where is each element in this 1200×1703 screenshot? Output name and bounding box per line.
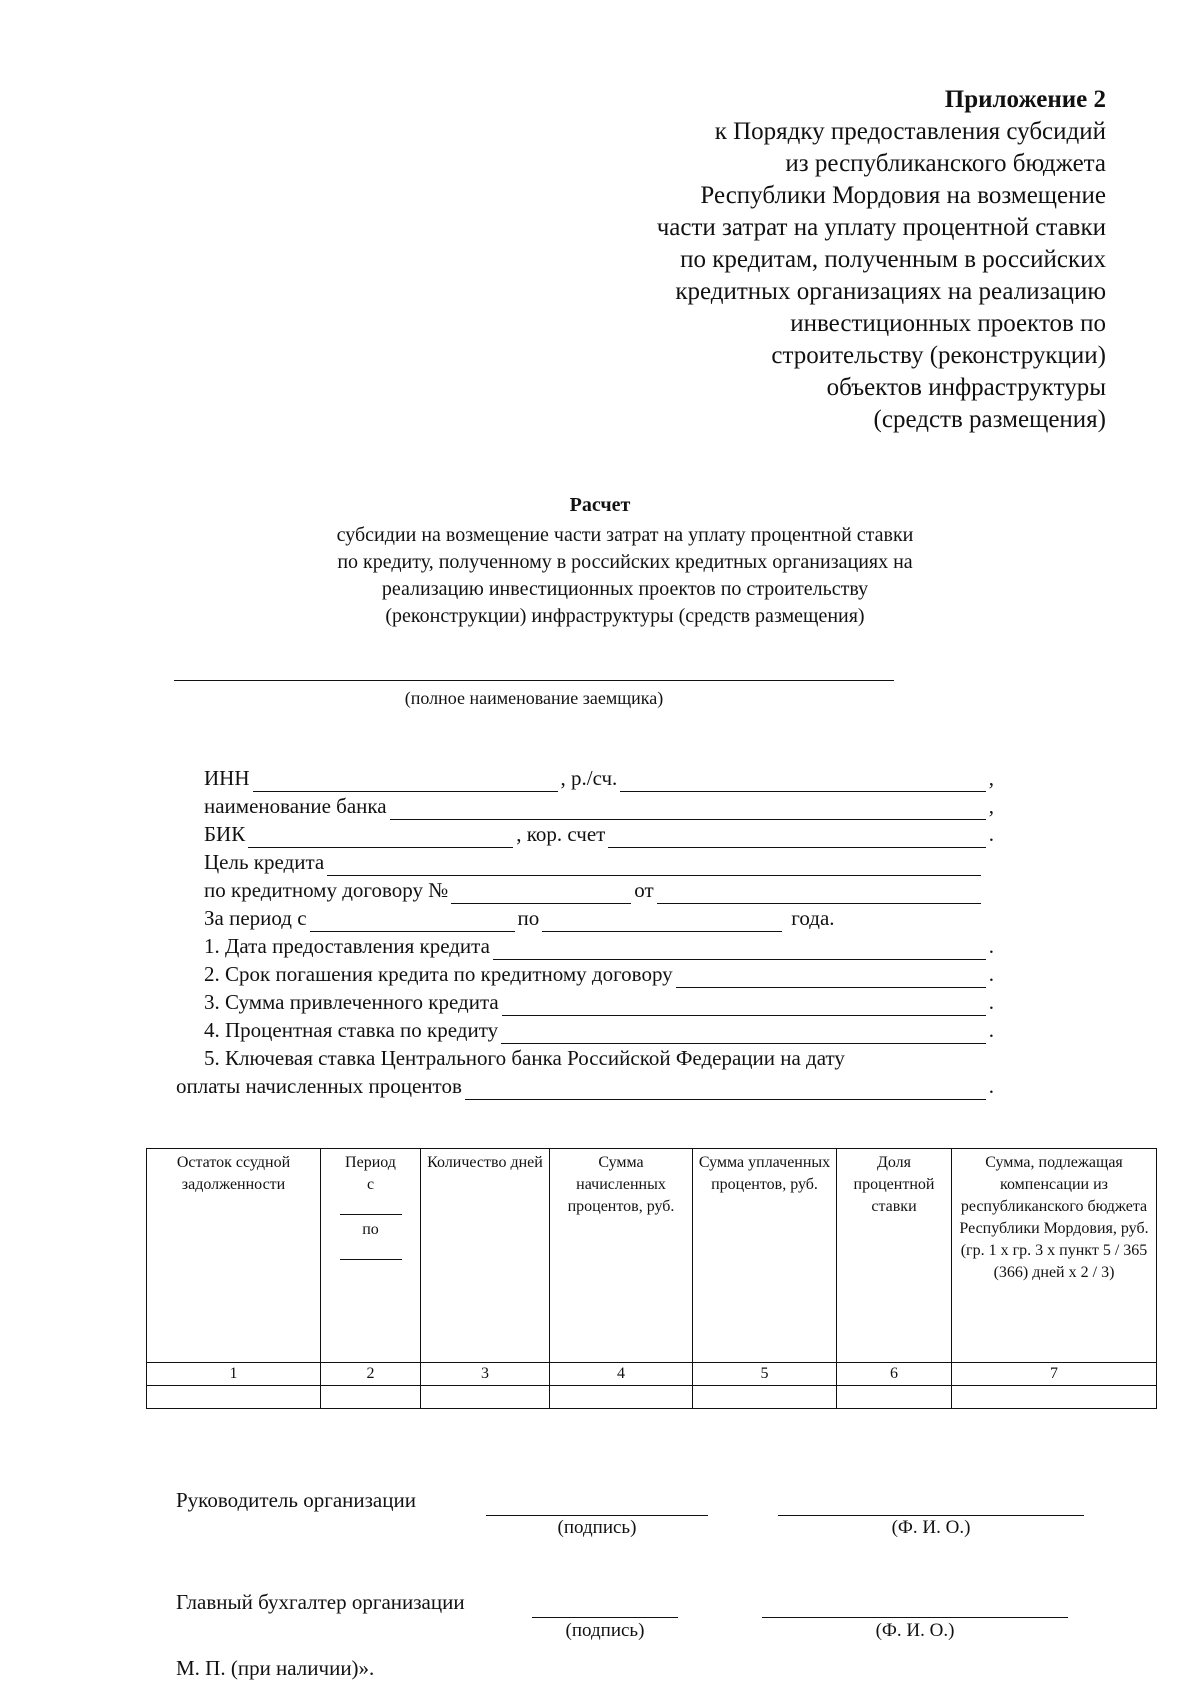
appendix-line: Республики Мордовия на возмещение	[700, 182, 1106, 209]
col-number: 6	[837, 1363, 952, 1386]
appendix-line: строительству (реконструкции)	[771, 342, 1106, 369]
accountant-label: Главный бухгалтер организации	[176, 1590, 465, 1614]
col-header-accrued: Сумма начисленных процентов, руб.	[550, 1149, 693, 1363]
period-from-field[interactable]	[310, 911, 515, 932]
col-header-debt: Остаток ссудной задолженности	[147, 1149, 321, 1363]
appendix-line: кредитных организациях на реализацию	[675, 278, 1106, 305]
col-number: 5	[693, 1363, 837, 1386]
table-numbers-row	[147, 1363, 1157, 1386]
stamp-label: М. П. (при наличии)».	[176, 1656, 375, 1680]
period-header-label: Период	[345, 1154, 396, 1171]
appendix-line: части затрат на уплату процентной ставки	[656, 214, 1106, 241]
table-cell[interactable]	[550, 1386, 693, 1409]
subtitle-line: (реконструкции) инфраструктуры (средств размещения)	[385, 605, 865, 627]
subtitle-line: реализацию инвестиционных проектов по строительству	[381, 578, 869, 600]
item4-label: 4. Процентная ставка по кредиту	[204, 1018, 499, 1042]
period-row	[204, 904, 994, 932]
table-cell[interactable]	[837, 1386, 952, 1409]
table-cell[interactable]	[693, 1386, 837, 1409]
head-label: Руководитель организации	[176, 1488, 416, 1512]
item1-field[interactable]	[493, 939, 986, 960]
col-header-rate-share: Доля процентной ставки	[837, 1149, 952, 1363]
contract-no-label: по кредитному договору №	[204, 878, 449, 902]
head-fio-caption: (Ф. И. О.)	[891, 1517, 971, 1538]
period-from-label: с	[366, 1176, 375, 1193]
appendix-line: объектов инфраструктуры	[826, 374, 1106, 401]
appendix-line: инвестиционных проектов по	[790, 310, 1106, 337]
period-from-line	[340, 1200, 402, 1215]
table-cell[interactable]	[421, 1386, 550, 1409]
accountant-signature-caption: (подпись)	[565, 1620, 645, 1641]
year-label: года.	[791, 906, 835, 930]
item2-label: 2. Срок погашения кредита по кредитному договору	[204, 962, 673, 986]
account-label: , р./сч.	[560, 766, 618, 790]
table-cell[interactable]	[147, 1386, 321, 1409]
period-to-label: по	[362, 1221, 379, 1238]
table-row	[147, 1386, 1157, 1409]
accountant-fio-field[interactable]	[762, 1617, 1068, 1618]
col-header-period	[321, 1149, 421, 1363]
comma: ,	[988, 794, 994, 818]
period-from-label: За период с	[204, 906, 307, 930]
col-number: 7	[952, 1363, 1157, 1386]
contract-date-field[interactable]	[657, 883, 981, 904]
contract-row	[204, 876, 994, 904]
accountant-fio-caption: (Ф. И. О.)	[875, 1620, 955, 1641]
dot: .	[988, 990, 994, 1014]
calc-title: Расчет	[569, 494, 631, 516]
bank-name-label: наименование банка	[204, 794, 387, 818]
inn-field[interactable]	[253, 771, 558, 792]
bik-field[interactable]	[248, 827, 513, 848]
corr-account-field[interactable]	[608, 827, 985, 848]
item5-field[interactable]	[465, 1079, 986, 1100]
bank-row	[204, 792, 994, 820]
item4-field[interactable]	[501, 1023, 986, 1044]
bank-name-field[interactable]	[390, 799, 986, 820]
bik-row	[204, 820, 994, 848]
item5-label: 5. Ключевая ставка Центрального банка Российской Федерации на дату	[204, 1046, 845, 1070]
from-label: от	[634, 878, 654, 902]
col-header-compensation: Сумма, подлежащая компенсации из республиканского бюджета Республики Мордовия, руб. (гр. 1 х гр. 3 х пункт 5 / 365 (366) дней х 2 / 3)	[952, 1149, 1157, 1363]
item4-row	[204, 1016, 994, 1044]
item5-row-cont	[176, 1072, 994, 1100]
calculation-table	[146, 1148, 1157, 1409]
subtitle-line: субсидии на возмещение части затрат на уплату процентной ставки	[336, 524, 914, 546]
item5-label-cont: оплаты начисленных процентов	[176, 1074, 462, 1098]
item3-row	[204, 988, 994, 1016]
purpose-row	[204, 848, 994, 876]
dot: .	[988, 962, 994, 986]
dot: .	[988, 1018, 994, 1042]
appendix-line: (средств размещения)	[873, 406, 1106, 433]
item1-label: 1. Дата предоставления кредита	[204, 934, 490, 958]
head-signature-field[interactable]	[486, 1515, 708, 1516]
bik-label: БИК	[204, 822, 246, 846]
subtitle-line: по кредиту, полученному в российских кредитных организациях на	[337, 551, 913, 573]
corr-account-label: , кор. счет	[516, 822, 606, 846]
table-cell[interactable]	[952, 1386, 1157, 1409]
period-to-label: по	[517, 906, 540, 930]
appendix-title: Приложение 2	[944, 86, 1106, 113]
accountant-signature-field[interactable]	[532, 1617, 678, 1618]
calc-subtitle	[250, 522, 1000, 630]
requisites-fields	[176, 764, 994, 1100]
credit-purpose-field[interactable]	[327, 855, 981, 876]
col-number: 4	[550, 1363, 693, 1386]
item5-row	[204, 1044, 994, 1072]
item2-row	[204, 960, 994, 988]
item3-label: 3. Сумма привлеченного кредита	[204, 990, 499, 1014]
period-to-line	[340, 1245, 402, 1260]
dot: .	[988, 822, 994, 846]
item1-row	[204, 932, 994, 960]
col-number: 3	[421, 1363, 550, 1386]
inn-label: ИНН	[204, 766, 250, 790]
appendix-line: из республиканского бюджета	[785, 150, 1106, 177]
appendix-line: по кредитам, полученным в российских	[680, 246, 1106, 273]
comma: ,	[988, 766, 994, 790]
appendix-header	[546, 84, 1106, 436]
appendix-line: к Порядку предоставления субсидий	[714, 118, 1106, 145]
inn-row	[204, 764, 994, 792]
borrower-caption: (полное наименование заемщика)	[404, 688, 664, 708]
col-header-paid: Сумма уплаченных процентов, руб.	[693, 1149, 837, 1363]
period-to-field[interactable]	[542, 911, 782, 932]
head-fio-field[interactable]	[778, 1515, 1084, 1516]
item3-field[interactable]	[502, 995, 986, 1016]
dot: .	[988, 934, 994, 958]
col-number: 2	[321, 1363, 421, 1386]
col-header-days: Количество дней	[421, 1149, 550, 1363]
account-field[interactable]	[620, 771, 985, 792]
col-number: 1	[147, 1363, 321, 1386]
table-header-row	[147, 1149, 1157, 1363]
credit-purpose-label: Цель кредита	[204, 850, 325, 874]
contract-no-field[interactable]	[451, 883, 631, 904]
head-signature-caption: (подпись)	[557, 1517, 637, 1538]
table-cell[interactable]	[321, 1386, 421, 1409]
item2-field[interactable]	[676, 967, 986, 988]
borrower-name-field[interactable]	[174, 680, 894, 681]
dot: .	[988, 1074, 994, 1098]
